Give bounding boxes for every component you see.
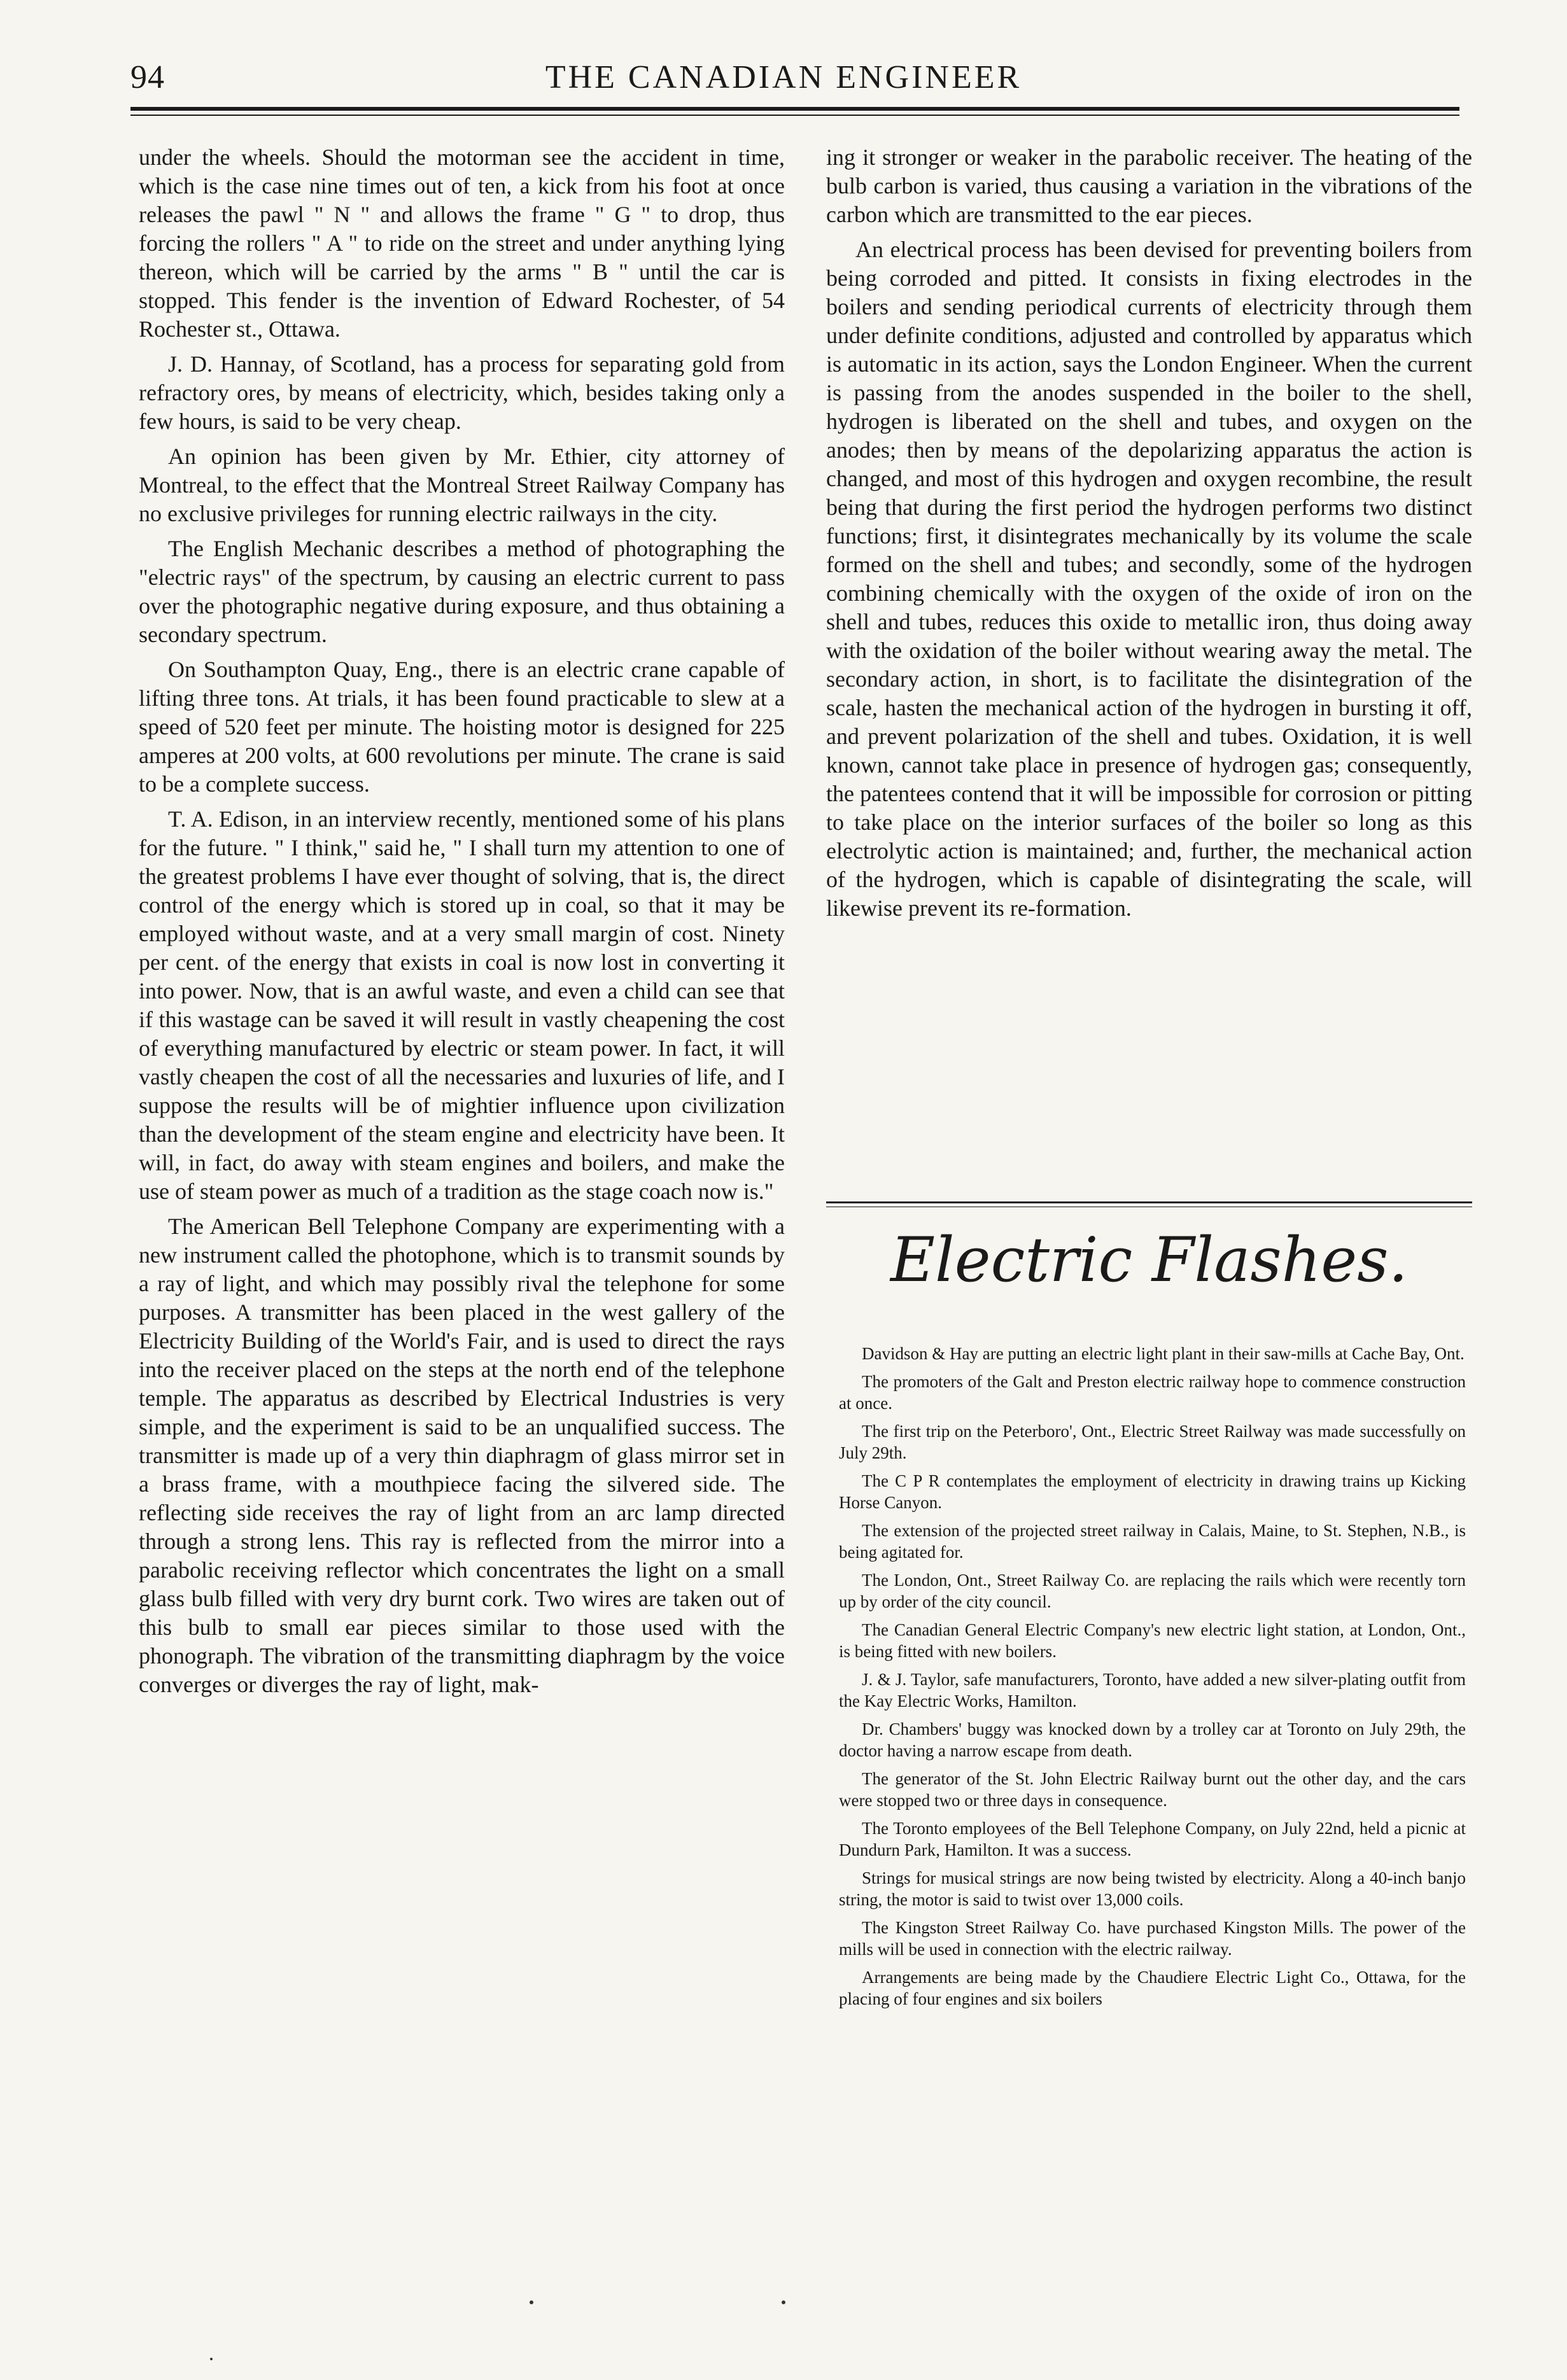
flash-item: The London, Ont., Street Railway Co. are replacing the rails which were recently torn up by order of the city council. (839, 1571, 1466, 1611)
flash-item: The extension of the projected street railway in Calais, Maine, to St. Stephen, N.B., is being agitated for. (839, 1521, 1466, 1562)
flash-item: Strings for musical strings are now being twisted by electricity. Along a 40-inch banjo string, the motor is said to twist over 13,000 coils. (839, 1868, 1466, 1909)
flash-item: The Kingston Street Railway Co. have purchased Kingston Mills. The power of the mills will be used in connection with the electric railway. (839, 1918, 1466, 1959)
electric-flashes-heading: Electric Flashes. (890, 1224, 1409, 1296)
paragraph-boiler-process: An electrical process has been devised for preventing boilers from being corroded and pitted. It consists in fixing electrodes in the boilers and sending periodical currents of electricity through them under definite conditions, adjusted and controlled by apparatus which is automatic in its action, says the London Engineer. When the current is passing from the anodes suspended in the boiler to the shell, hydrogen is liberated on the shell and tubes, and oxygen on the anodes; then by means of the depolarizing apparatus the action is changed, and most of this hydrogen and oxygen recombine, the result being that during the first period the hydrogen performs two distinct functions; first, it disintegrates mechanically by its volume the scale formed on the shell and tubes; and secondly, some of the hydrogen combining chemically with the oxygen of the oxide of iron on the shell and tubes, reduces this oxide to metallic iron, thus doing away with the oxidation of the boiler without wearing away the metal. The secondary action, in short, is to facilitate the disintegration of the scale, hasten the mechanical action of the hydrogen in bursting it off, and prevent polarization of the shell and tubes. Oxidation, it is well known, cannot take place in presence of hydrogen gas; consequently, the patentees contend that it will be impossible for corrosion or pitting to take place on the interior surfaces of the boiler so long as this electrolytic action is maintained; and, further, the mechanical action of the hydrogen, which is capable of disintegrating the scale, will likewise prevent its re-formation. (826, 237, 1472, 921)
flash-item: The Canadian General Electric Company's new electric light station, at London, Ont., is being fitted with new boilers. (839, 1620, 1466, 1661)
journal-title: THE CANADIAN ENGINEER (545, 59, 1022, 95)
flash-item: Arrangements are being made by the Chaudiere Electric Light Co., Ottawa, for the placing of four engines and six boilers (839, 1968, 1466, 2008)
paragraph-ethier: An opinion has been given by Mr. Ethier, city attorney of Montreal, to the effect that the Montreal Street Railway Company has no exclusive privileges for running electric railways in the city. (139, 444, 785, 526)
flash-item: The C P R contemplates the employment of electricity in drawing trains up Kicking Horse Canyon. (839, 1471, 1466, 1512)
left-column (139, 143, 785, 1705)
flash-item: Dr. Chambers' buggy was knocked down by a trolley car at Toronto on July 29th, the doctor having a narrow escape from death. (839, 1719, 1466, 1760)
right-column (826, 143, 1472, 929)
paragraph-fender: under the wheels. Should the motorman see the accident in time, which is the case nine times out of ten, a kick from his foot at once releases the pawl " N " and allows the frame " G " to drop, thus forcing the rollers " A " to ride on the street and under anything lying thereon, which will be carried by the arms " B " until the car is stopped. This fender is the invention of Edward Rochester, of 54 Rochester st., Ottawa. (139, 144, 785, 342)
paragraph-photophone-continued: ing it stronger or weaker in the parabolic receiver. The heating of the bulb carbon is varied, thus causing a variation in the vibrations of the carbon which are transmitted to the ear pieces. (826, 144, 1472, 227)
print-speck (210, 2358, 213, 2360)
page-number: 94 (130, 59, 165, 95)
flash-item: J. & J. Taylor, safe manufacturers, Toronto, have added a new silver-plating outfit from the Kay Electric Works, Hamilton. (839, 1670, 1466, 1711)
paragraph-southampton-crane: On Southampton Quay, Eng., there is an electric crane capable of lifting three tons. At trials, it has been found practicable to slew at a speed of 520 feet per minute. The hoisting motor is designed for 225 amperes at 200 volts, at 600 revolutions per minute. The crane is said to be a complete success. (139, 657, 785, 797)
paragraph-hannay: J. D. Hannay, of Scotland, has a process for separating gold from refractory ores, by means of electricity, which, besides taking only a few hours, is said to be very cheap. (139, 351, 785, 434)
page-header (0, 0, 1567, 121)
flash-item: The Toronto employees of the Bell Telephone Company, on July 22nd, held a picnic at Dundurn Park, Hamilton. It was a success. (839, 1819, 1466, 1859)
paragraph-english-mechanic: The English Mechanic describes a method of photographing the "electric rays" of the spectrum, by causing an electric current to pass over the photographic negative during exposure, and thus obtaining a secondary spectrum. (139, 536, 785, 647)
paragraph-edison: T. A. Edison, in an interview recently, mentioned some of his plans for the future. " I think," said he, " I shall turn my attention to one of the greatest problems I have ever thought of solving, that is, the direct control of the energy which is stored up in coal, so that it may be employed without waste, and at a very small margin of cost. Ninety per cent. of the energy that exists in coal is now lost in converting it into power. Now, that is an awful waste, and even a child can see that if this wastage can be saved it will result in vastly cheapening the cost of everything manufactured by electric or steam power. In fact, it will vastly cheapen the cost of all the necessaries and luxuries of life, and I suppose the results will be of mightier influence upon civilization than the development of the steam engine and electricity have been. It will, in fact, do away with steam engines and boilers, and make the use of steam power as much of a tradition as the stage coach now is." (139, 806, 785, 1204)
paragraph-photophone: The American Bell Telephone Company are experimenting with a new instrument called the photophone, which is to transmit sounds by a ray of light, and which may possibly rival the telephone for some purposes. A transmitter has been placed in the west gallery of the Electricity Building of the World's Fair, and is used to direct the rays into the receiver placed on the steps at the north end of the telephone temple. The apparatus as described by Electrical Industries is very simple, and the experiment is said to be an unqualified success. The transmitter is made up of a very thin diaphragm of glass mirror set in a brass frame, with a mouthpiece facing the silvered side. The reflecting side receives the ray of light from an arc lamp directed through a strong lens. This ray is reflected from the mirror into a parabolic receiving reflector which concentrates the light on a small glass bulb filled with very dry burnt cork. Two wires are taken out of this bulb to small ear pieces similar to those used with the phonograph. The vibration of the transmitting diaphragm by the voice converges or diverges the ray of light, mak- (139, 1214, 785, 1697)
header-rule-thick (130, 107, 1459, 111)
electric-flashes-list (839, 1343, 1466, 2016)
flash-item: The generator of the St. John Electric Railway burnt out the other day, and the cars were stopped two or three days in consequence. (839, 1769, 1466, 1810)
header-rule-thin (130, 115, 1459, 116)
flash-item: The promoters of the Galt and Preston electric railway hope to commence construction at once. (839, 1372, 1466, 1413)
flash-item: The first trip on the Peterboro', Ont., Electric Street Railway was made successfully on July 29th. (839, 1422, 1466, 1462)
print-speck (782, 2300, 785, 2304)
section-rule-top (826, 1201, 1472, 1203)
print-speck (530, 2300, 533, 2304)
flash-item: Davidson & Hay are putting an electric light plant in their saw-mills at Cache Bay, Ont. (862, 1344, 1465, 1363)
